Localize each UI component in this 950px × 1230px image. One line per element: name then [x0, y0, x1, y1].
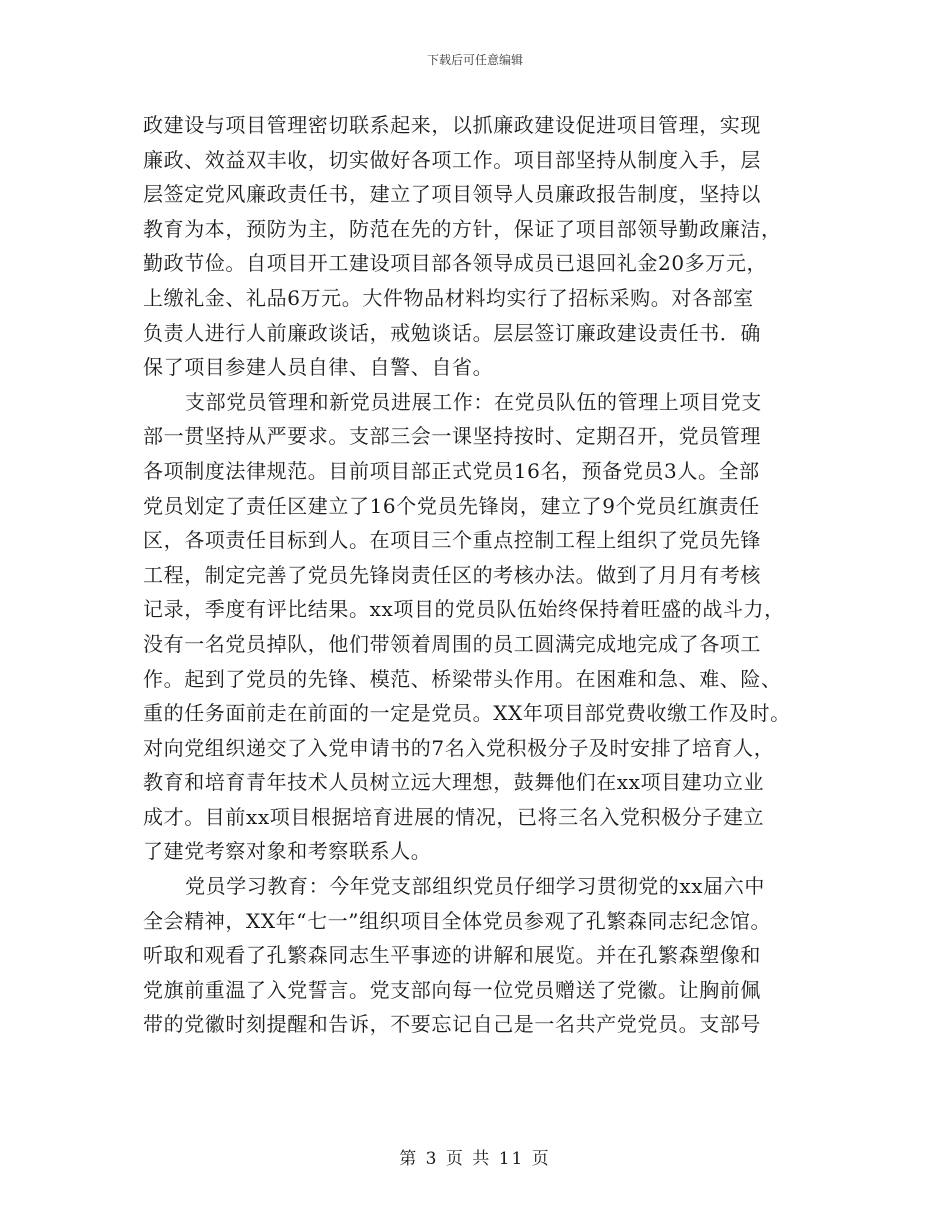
text-line: 教育为本，预防为主，防范在先的方针，保证了项目部领导勤政廉洁， — [143, 216, 782, 241]
text-line: 记录，季度有评比结果。xx项目的党员队伍始终保持着旺盛的战斗力， — [143, 597, 785, 622]
text-line: 上缴礼金、礼品6万元。大件物品材料均实行了招标采购。对各部室 — [143, 285, 754, 310]
text-line: 重的任务面前走在前面的一定是党员。XX年项目部党费收缴工作及时。 — [143, 701, 791, 726]
text-line: 部一贯坚持从严要求。支部三会一课坚持按时、定期召开，党员管理 — [143, 424, 761, 449]
page-footer: 第 3 页 共 11 页 — [399, 1149, 551, 1169]
text-line: 教育和培育青年技术人员树立远大理想，鼓舞他们在xx项目建功立业 — [143, 770, 765, 795]
text-line: 全会精神，XX年“七一”组织项目全体党员参观了孔繁森同志纪念馆。 — [143, 908, 772, 933]
text-line: 作。起到了党员的先锋、模范、桥梁带头作用。在困难和急、难、险、 — [143, 666, 782, 691]
text-line: 了建党考察对象和考察联系人。 — [143, 839, 432, 864]
text-line: 带的党徽时刻提醒和告诉，不要忘记自己是一名共产党党员。支部号 — [143, 1012, 761, 1037]
text-line: 党旗前重温了入党誓言。党支部向每一位党员赠送了党徽。让胸前佩 — [143, 977, 761, 1002]
text-line: 层签定党风廉政责任书，建立了项目领导人员廉政报告制度，坚持以 — [143, 182, 761, 207]
paragraph-start-line: 党员学习教育：今年党支部组织党员仔细学习贯彻党的xx届六中 — [185, 874, 765, 899]
text-line: 党员划定了责任区建立了16个党员先锋岗，建立了9个党员红旗责任 — [143, 493, 760, 518]
text-line: 区，各项责任目标到人。在项目三个重点控制工程上组织了党员先锋 — [143, 528, 761, 553]
document-body — [143, 108, 815, 1042]
text-line: 各项制度法律规范。目前项目部正式党员16名，预备党员3人。全部 — [143, 458, 760, 483]
text-line: 保了项目参建人员自律、自警、自省。 — [143, 355, 494, 380]
text-line: 工程，制定完善了党员先锋岗责任区的考核办法。做到了月月有考核 — [143, 562, 761, 587]
text-line: 听取和观看了孔繁森同志生平事迹的讲解和展览。并在孔繁森塑像和 — [143, 943, 761, 968]
text-line: 对向党组织递交了入党申请书的7名入党积极分子及时安排了培育人， — [143, 735, 775, 760]
page-header: 下载后可任意编辑 — [426, 53, 523, 67]
paragraph-start-line: 支部党员管理和新党员进展工作：在党员队伍的管理上项目党支 — [185, 389, 762, 414]
text-line: 没有一名党员掉队，他们带领着周围的员工圆满完成地完成了各项工 — [143, 631, 761, 656]
text-line: 政建设与项目管理密切联系起来，以抓廉政建设促进项目管理，实现 — [143, 113, 761, 137]
text-line: 成才。目前xx项目根据培育进展的情况，已将三名入党积极分子建立 — [143, 804, 765, 829]
text-line: 廉政、效益双丰收，切实做好各项工作。项目部坚持从制度入手，层 — [143, 147, 761, 172]
text-line: 勤政节俭。自项目开工建设项目部各领导成员已退回礼金20多万元， — [143, 251, 768, 276]
text-line: 负责人进行人前廉政谈话，戒勉谈话。层层签订廉政建设责任书．确 — [143, 320, 761, 345]
